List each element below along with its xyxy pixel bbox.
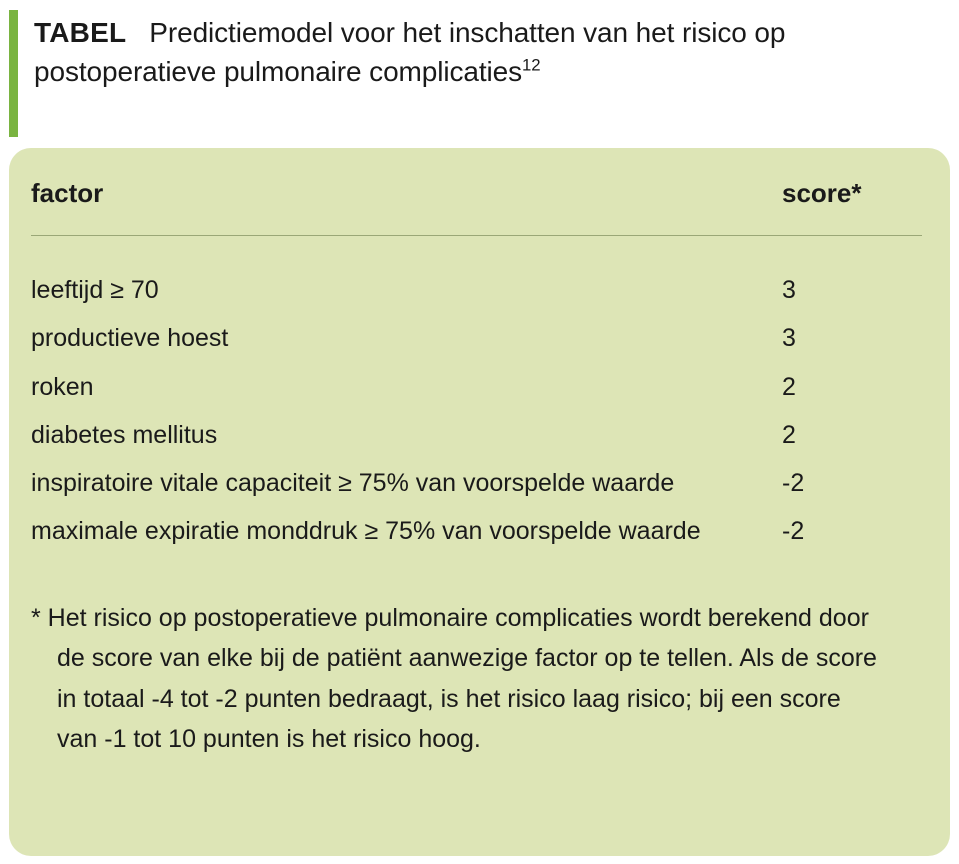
table-header-rule-row (31, 229, 922, 266)
table-panel (9, 148, 950, 856)
table-row (31, 266, 922, 314)
caption-label: TABEL (34, 17, 127, 48)
caption-reference: 12 (522, 55, 541, 75)
footnote-line: * Het risico op postoperatieve pulmonaire complicaties wordt berekend door (31, 603, 869, 632)
footnote-line: de score van elke bij de patiënt aanwezige factor op te tellen. Als de score (57, 644, 877, 672)
cell-factor: inspiratoire vitale capaciteit ≥ 75% van voorspelde waarde (31, 469, 675, 497)
cell-score: 3 (782, 324, 796, 353)
table-row (31, 411, 922, 459)
cell-score: -2 (782, 469, 805, 497)
footnote-line: in totaal -4 tot -2 punten bedraagt, is het risico laag risico; bij een score (57, 684, 841, 713)
column-header-factor: factor (31, 178, 104, 208)
table-row (31, 459, 922, 507)
figure-caption (34, 14, 859, 91)
cell-score: 2 (782, 420, 796, 449)
cell-score: 2 (782, 372, 796, 401)
cell-factor: leeftijd ≥ 70 (31, 276, 159, 304)
prediction-model-table (31, 170, 922, 556)
figure-caption-block (0, 0, 959, 101)
cell-factor: diabetes mellitus (31, 420, 218, 449)
table-head (31, 170, 922, 266)
table-row (31, 363, 922, 411)
table-row (31, 507, 922, 555)
accent-bar (9, 10, 18, 137)
cell-factor: productieve hoest (31, 324, 229, 353)
header-divider (31, 235, 922, 236)
table-row (31, 314, 922, 362)
caption-title: Predictiemodel voor het inschatten van het risico op postoperatieve pulmonaire complicaties (34, 17, 786, 87)
cell-score: -2 (782, 517, 805, 546)
table-header-rule-cell (31, 229, 922, 266)
table-body (31, 266, 922, 556)
table-footnote (31, 598, 922, 760)
footnote-line: van -1 tot 10 punten is het risico hoog. (57, 725, 481, 753)
cell-factor: maximale expiratie monddruk ≥ 75% van voorspelde waarde (31, 517, 701, 546)
cell-score: 3 (782, 276, 796, 304)
cell-factor: roken (31, 372, 94, 401)
column-header-score: score* (782, 178, 862, 208)
table-header-row (31, 170, 922, 229)
